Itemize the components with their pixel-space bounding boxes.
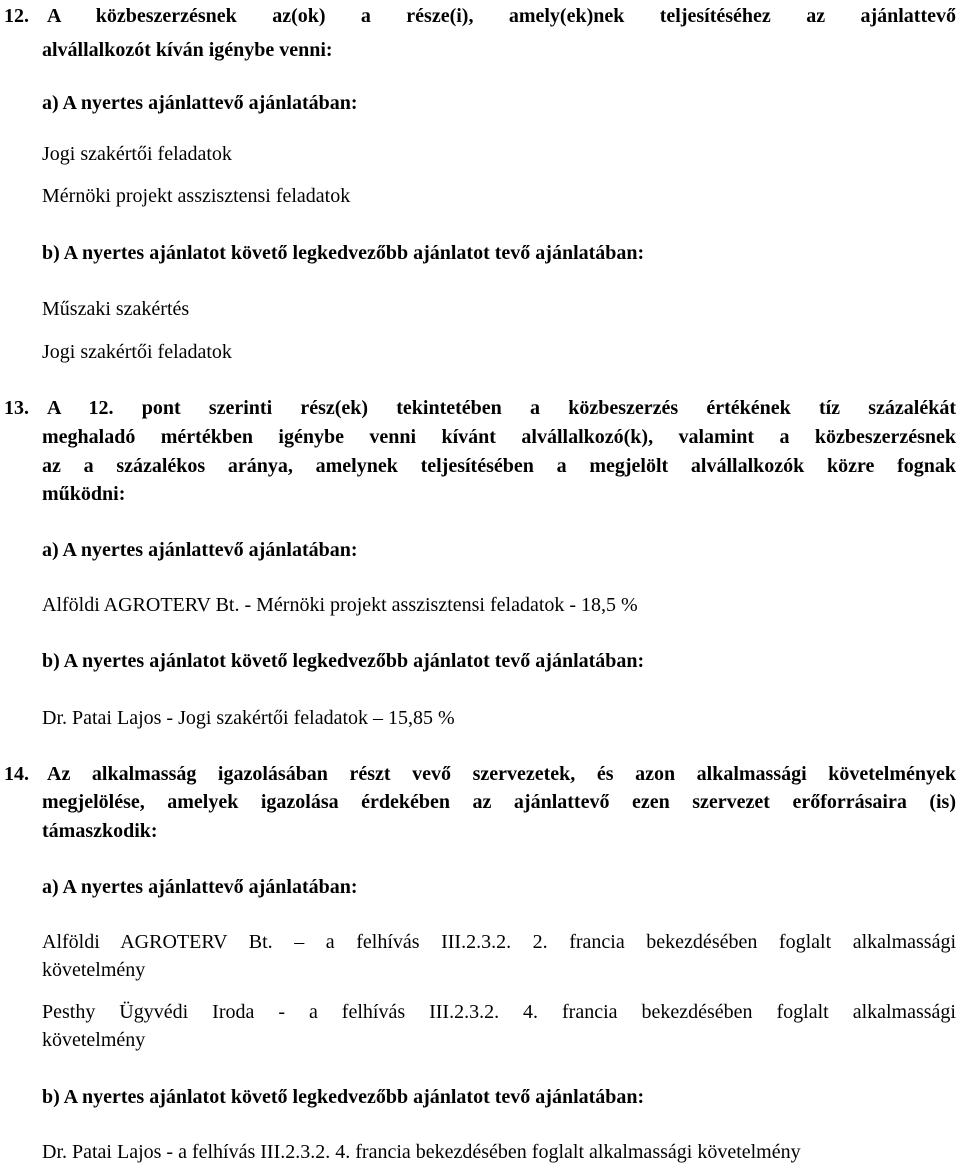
- section-12-b-item: Jogi szakértői feladatok: [42, 341, 232, 363]
- section-13-heading-line3: az a százalékos aránya, amelynek teljesítésében a megjelölt alvállalkozók közre fognak: [42, 455, 956, 477]
- section-14-heading-line2: megjelölése, amelyek igazolása érdekében az ajánlattevő ezen szervezet erőforrásaira (is): [42, 791, 956, 813]
- section-14-a-item-2-line2: követelmény: [42, 1029, 146, 1051]
- section-12-heading-line2: alvállalkozót kíván igénybe venni:: [42, 39, 333, 61]
- section-13-heading-line1: 13. A 12. pont szerinti rész(ek) tekintetében a közbeszerzés értékének tíz százalékát: [4, 397, 956, 419]
- section-14-heading-line1: 14. Az alkalmasság igazolásában részt vevő szervezetek, és azon alkalmassági követelmények: [4, 763, 956, 785]
- section-13-number: 13.: [4, 397, 29, 419]
- section-14-a-item-1-line1: Alföldi AGROTERV Bt. – a felhívás III.2.3.2. 2. francia bekezdésében foglalt alkalmassági: [42, 931, 956, 953]
- section-12-a-item: Mérnöki projekt asszisztensi feladatok: [42, 185, 351, 207]
- section-12-a-heading: a) A nyertes ajánlattevő ajánlatában:: [42, 92, 358, 114]
- section-14-b-item: Dr. Patai Lajos - a felhívás III.2.3.2. 4. francia bekezdésében foglalt alkalmassági követelmény: [42, 1141, 801, 1163]
- section-14-a-item-2-line1: Pesthy Ügyvédi Iroda - a felhívás III.2.3.2. 4. francia bekezdésében foglalt alkalmassági: [42, 1001, 956, 1023]
- section-13-b-heading: b) A nyertes ajánlatot követő legkedvezőbb ajánlatot tevő ajánlatában:: [42, 650, 645, 672]
- section-13-heading-line4: működni:: [42, 483, 126, 505]
- section-14-a-item-1-line2: követelmény: [42, 959, 146, 981]
- section-13-heading-line2: meghaladó mértékben igénybe venni kívánt alvállalkozó(k), valamint a közbeszerzésnek: [42, 426, 956, 448]
- section-14-number: 14.: [4, 763, 29, 785]
- section-14-b-heading: b) A nyertes ajánlatot követő legkedvezőbb ajánlatot tevő ajánlatában:: [42, 1086, 645, 1108]
- section-12-b-item: Műszaki szakértés: [42, 298, 190, 320]
- section-12-a-item: Jogi szakértői feladatok: [42, 143, 232, 165]
- section-14-a-heading: a) A nyertes ajánlattevő ajánlatában:: [42, 876, 358, 898]
- section-13-a-item: Alföldi AGROTERV Bt. - Mérnöki projekt asszisztensi feladatok - 18,5 %: [42, 594, 638, 616]
- section-12-b-heading: b) A nyertes ajánlatot követő legkedvezőbb ajánlatot tevő ajánlatában:: [42, 242, 645, 264]
- section-12-heading-line1: 12. A közbeszerzésnek az(ok) a része(i), amely(ek)nek teljesítéséhez az ajánlattevő: [4, 5, 956, 27]
- section-14-heading-line3: támaszkodik:: [42, 820, 158, 842]
- section-13-b-item: Dr. Patai Lajos - Jogi szakértői feladatok – 15,85 %: [42, 707, 455, 729]
- section-13-a-heading: a) A nyertes ajánlattevő ajánlatában:: [42, 539, 358, 561]
- section-12-number: 12.: [4, 5, 29, 27]
